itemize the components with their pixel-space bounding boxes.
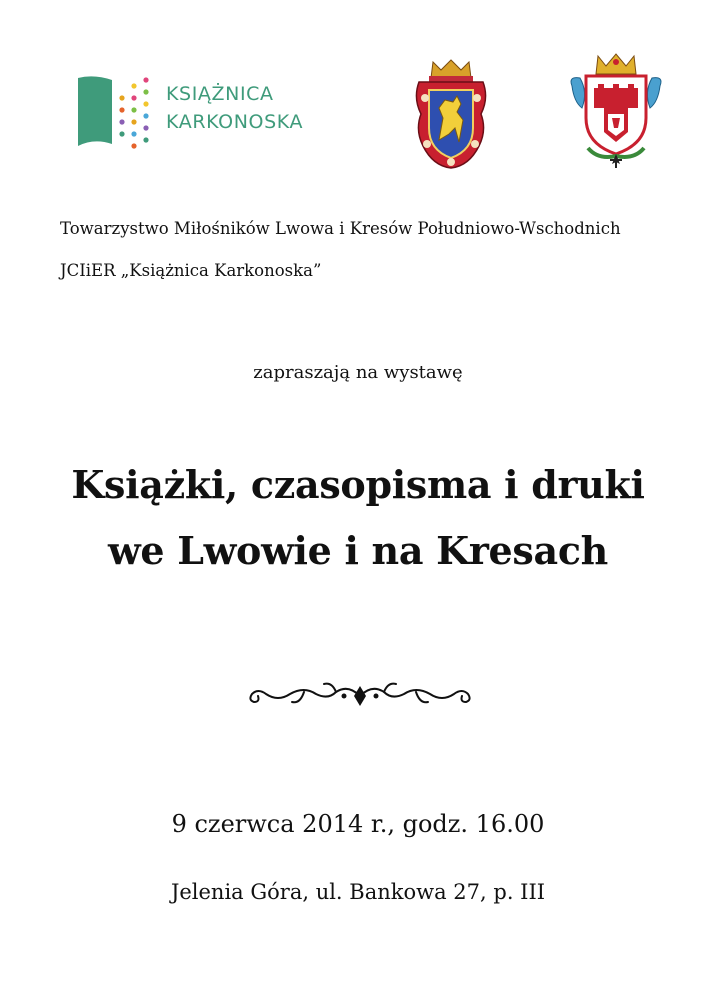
logo-text-line1: KSIĄŻNICA — [166, 83, 274, 105]
organizer-line1: Towarzystwo Miłośników Lwowa i Kresów Południowo-Wschodnich — [60, 219, 621, 238]
ornament-divider-icon — [244, 678, 476, 714]
event-date: 9 czerwca 2014 r., godz. 16.00 — [171, 810, 545, 838]
logo-text-line2: KARKONOSKA — [166, 111, 304, 133]
invite-text: zapraszają na wystawę — [253, 362, 463, 383]
exhibition-title — [0, 452, 716, 584]
title-line2: we Lwowie i na Kresach — [108, 528, 608, 573]
book-icon — [76, 74, 116, 150]
organizers — [60, 208, 621, 292]
event-address: Jelenia Góra, ul. Bankowa 27, p. III — [170, 880, 546, 904]
organizer-line2: JCIiER „Książnica Karkonoska” — [60, 261, 322, 280]
dots-icon — [116, 76, 156, 150]
title-line1: Książki, czasopisma i druki — [71, 462, 645, 507]
library-logo — [76, 74, 336, 152]
city-crest-icon — [568, 52, 664, 170]
lwow-crest-icon — [413, 58, 489, 170]
